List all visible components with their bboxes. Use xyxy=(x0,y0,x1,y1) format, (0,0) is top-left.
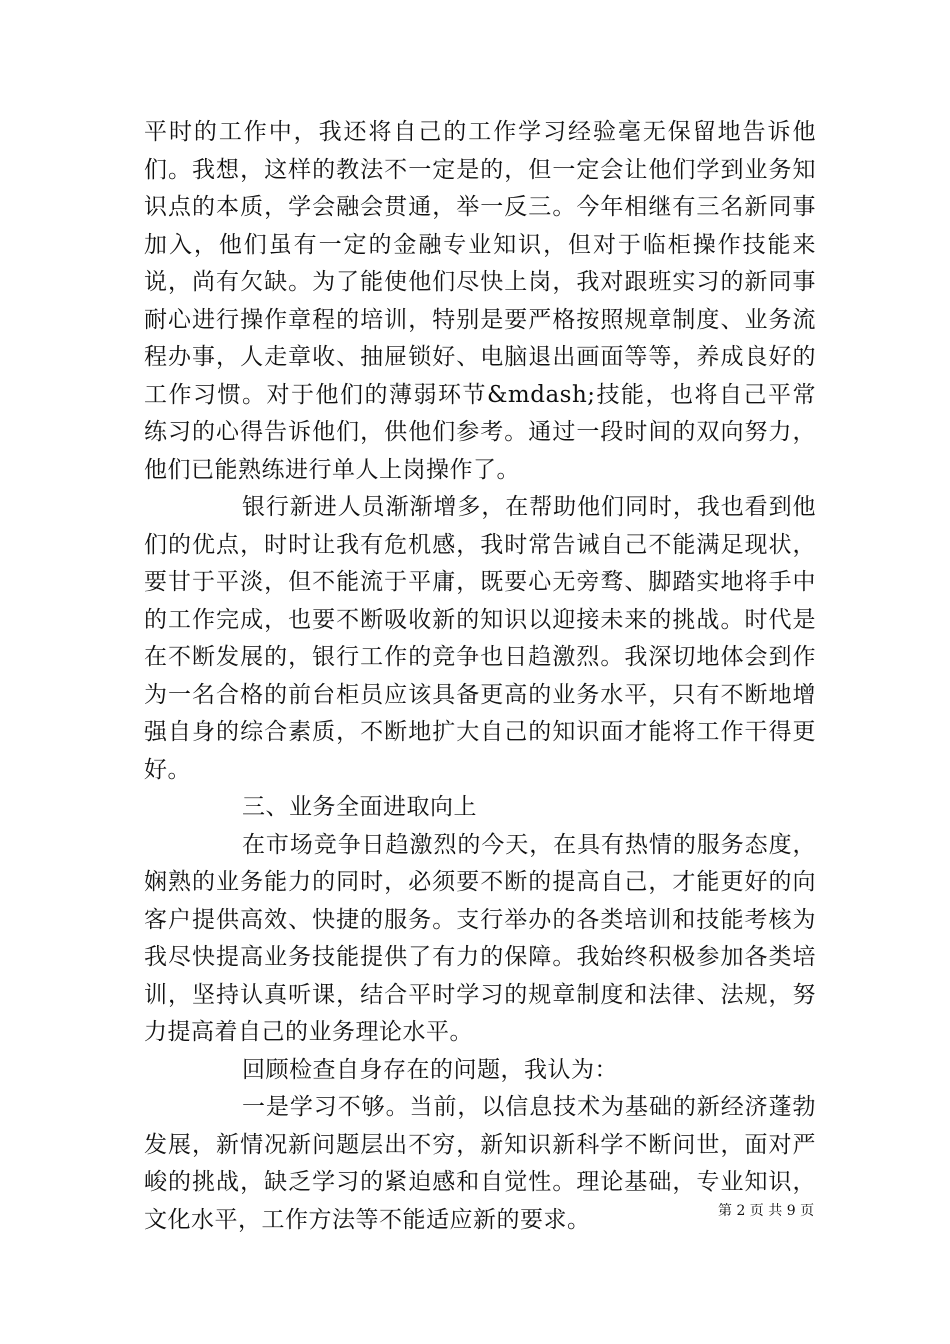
document-body xyxy=(144,114,816,1239)
section-heading-business: 三、业务全面进取向上 xyxy=(242,794,477,820)
paragraph-business-training: 在市场竞争日趋激烈的今天，在具有热情的服务态度，娴熟的业务能力的同时，必须要不断的提高自己，才能更好的向客户提供高效、快捷的服务。支行举办的各类培训和技能考核为我尽快提高业务技能提供了有力的保障。我始终积极参加各类培训，坚持认真听课，结合平时学习的规章制度和法律、法规，努力提高着自己的业务理论水平。 xyxy=(144,831,816,1045)
paragraph-training-new-colleagues: 平时的工作中，我还将自己的工作学习经验毫无保留地告诉他们。我想，这样的教法不一定是的，但一定会让他们学到业务知识点的本质，学会融会贯通，举一反三。今年相继有三名新同事加入，他们虽有一定的金融专业知识，但对于临柜操作技能来说，尚有欠缺。为了能使他们尽快上岗，我对跟班实习的新同事耐心进行操作章程的培训，特别是要严格按照规章制度、业务流程办事，人走章收、抽屉锁好、电脑退出画面等等，养成良好的工作习惯。对于他们的薄弱环节&mdash;技能，也将自己平常练习的心得告诉他们，供他们参考。通过一段时间的双向努力，他们已能熟练进行单人上岗操作了。 xyxy=(144,119,816,483)
page-number-footer: 第 2 页 共 9 页 xyxy=(718,1203,815,1219)
paragraph-problem-review: 回顾检查自身存在的问题，我认为： xyxy=(242,1056,618,1083)
paragraph-self-improvement: 银行新进人员渐渐增多，在帮助他们同时，我也看到他们的优点，时时让我有危机感，我时常告诫自己不能满足现状，要甘于平淡，但不能流于平庸，既要心无旁骛、脚踏实地将手中的工作完成，也要不断吸收新的知识以迎接未来的挑战。时代是在不断发展的，银行工作的竞争也日趋激烈。我深切地体会到作为一名合格的前台柜员应该具备更高的业务水平，只有不断地增强自身的综合素质，不断地扩大自己的知识面才能将工作干得更好。 xyxy=(144,494,816,783)
paragraph-insufficient-learning: 一是学习不够。当前，以信息技术为基础的新经济蓬勃发展，新情况新问题层出不穷，新知识新科学不断问世，面对严峻的挑战，缺乏学习的紧迫感和自觉性。理论基础，专业知识，文化水平，工作方法等不能适应新的要求。 xyxy=(144,1094,816,1233)
